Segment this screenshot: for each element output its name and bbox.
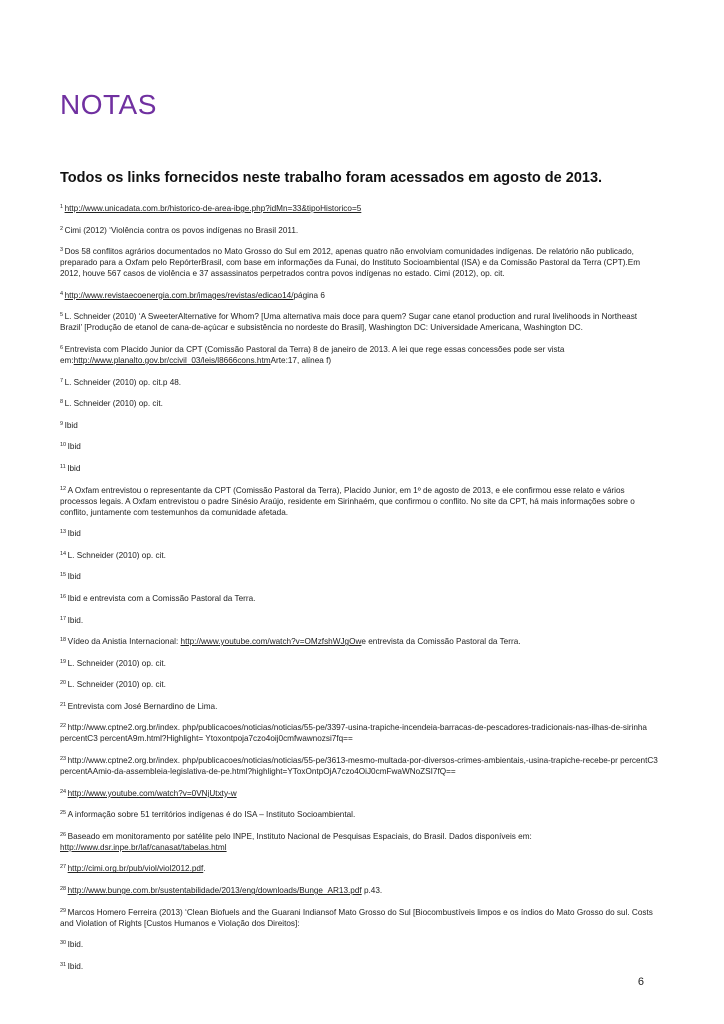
footnote-link[interactable]: http://www.unicadata.com.br/historico-de-area-ibge.php?idMn=33&tipoHistorico=5 [64, 204, 362, 213]
footnote-text: Ibid e entrevista com a Comissão Pastoral da Terra. [67, 593, 256, 603]
footnote-7 [60, 376, 660, 388]
footnote-number: 12 [60, 485, 67, 492]
footnote-number: 13 [60, 529, 67, 536]
footnote-1 [60, 202, 660, 214]
footnote-10 [60, 440, 660, 452]
footnote-23 [60, 754, 660, 777]
footnote-text: Ibid [67, 529, 81, 539]
footnote-text: Arte:17, alínea f) [270, 355, 332, 365]
footnote-text: Entrevista com José Bernardino de Lima. [67, 701, 218, 711]
footnote-number: 14 [60, 550, 67, 557]
footnote-26 [60, 830, 660, 853]
footnote-text: Baseado em monitoramento por satélite pelo INPE, Instituto Nacional de Pesquisas Espaciais, do Brasil. Dados disponíveis em: [67, 831, 532, 841]
footnote-20 [60, 678, 660, 690]
footnote-number: 18 [60, 637, 67, 644]
footnote-number: 31 [60, 961, 67, 968]
footnote-text: Marcos Homero Ferreira (2013) ‘Clean Biofuels and the Guarani Indiansof Mato Grosso do Sul [Biocombustíveis limpos e os índios do Mato Grosso do sul. Costs and Violation of Rights [Custos Humanos e Violação dos Direitos]: [60, 907, 653, 928]
page-number: 6 [637, 976, 644, 988]
footnote-text: L. Schneider (2010) op. cit.p 48. [64, 377, 182, 387]
footnote-11 [60, 462, 660, 474]
footnote-28 [60, 884, 660, 896]
footnote-22 [60, 721, 660, 744]
footnote-30 [60, 938, 660, 950]
footnote-text: Ibid. [67, 615, 84, 625]
footnote-24 [60, 787, 660, 799]
footnote-text: Entrevista com Placido Junior da CPT (Comissão Pastoral da Terra) 8 de janeiro de 2013. A lei que rege essas concessões pode ser vista em: [60, 344, 565, 365]
footnote-text: Ibid [67, 463, 81, 473]
footnote-number: 25 [60, 810, 67, 817]
footnote-number: 2 [60, 225, 64, 232]
footnote-number: 5 [60, 312, 64, 319]
footnote-link[interactable]: http://www.planalto.gov.br/ccivil_03/leis/l8666cons.htm [73, 355, 271, 365]
footnote-text: L. Schneider (2010) op. cit. [64, 399, 163, 409]
footnote-14 [60, 549, 660, 561]
footnote-number: 27 [60, 864, 67, 871]
footnote-text: L. Schneider (2010) op. cit. [67, 658, 166, 668]
footnote-13 [60, 527, 660, 539]
footnote-5 [60, 310, 660, 333]
footnote-link[interactable]: http://www.youtube.com/watch?v=0VNjUtxty-w [67, 788, 237, 798]
footnote-17 [60, 614, 660, 626]
footnote-text: Cimi (2012) ‘Violência contra os povos indígenas no Brasil 2011. [64, 225, 299, 235]
footnote-27 [60, 862, 660, 874]
footnote-text: Ibid [64, 420, 78, 430]
footnote-text: L. Schneider (2010) ‘A SweeterAlternative for Whom? [Uma alternativa mais doce para quem? Sugar cane etanol production and rural livelihoods in Northeast Brazil’ [Produção de etanol de cana-de-açúcar e subsistência no nordeste do Brasil], Washington DC: Universidade Americana, Washington DC. [60, 312, 638, 333]
footnote-31 [60, 960, 660, 972]
footnote-link[interactable]: http://www.revistaecoenergia.com.br/images/revistas/edicao14/ [64, 290, 294, 300]
footnote-number: 28 [60, 886, 67, 893]
footnote-link[interactable]: http://cimi.org.br/pub/viol/viol2012.pdf [67, 864, 204, 874]
footnote-4 [60, 289, 660, 301]
footnote-text: e entrevista da Comissão Pastoral da Terra. [361, 637, 521, 647]
footnote-link[interactable]: http://www.bunge.com.br/sustentabilidade/2013/eng/downloads/Bunge_AR13.pdf [67, 886, 362, 896]
footnote-number: 24 [60, 788, 67, 795]
footnote-text: página 6 [293, 290, 325, 300]
footnote-18 [60, 635, 660, 647]
footnote-text: p.43. [361, 886, 383, 896]
footnote-text: Vídeo da Anistia Internacional: [67, 637, 181, 647]
footnote-25 [60, 808, 660, 820]
footnote-6 [60, 343, 660, 366]
footnote-text: L. Schneider (2010) op. cit. [67, 550, 166, 560]
footnote-12 [60, 484, 660, 518]
footnote-21 [60, 700, 660, 712]
footnote-list [60, 202, 660, 981]
footnote-3 [60, 245, 660, 279]
footnote-text: Ibid. [67, 961, 84, 971]
footnote-2 [60, 224, 660, 236]
footnote-15 [60, 570, 660, 582]
footnote-number: 22 [60, 723, 67, 730]
footnote-number: 10 [60, 442, 67, 449]
footnote-link[interactable]: http://www.youtube.com/watch?v=OMzfshWJgOw [180, 637, 362, 647]
footnote-number: 6 [60, 344, 64, 351]
footnote-number: 30 [60, 940, 67, 947]
footnote-number: 29 [60, 907, 67, 914]
footnote-29 [60, 906, 660, 929]
footnote-text: Ibid [67, 572, 81, 582]
page-subtitle: Todos os links fornecidos neste trabalho foram acessados em agosto de 2013. [60, 170, 603, 186]
footnote-number: 20 [60, 680, 67, 687]
footnote-link[interactable]: http://www.dsr.inpe.br/laf/canasat/tabelas.html [60, 842, 227, 852]
footnote-number: 23 [60, 756, 67, 763]
footnote-text: A Oxfam entrevistou o representante da CPT (Comissão Pastoral da Terra), Placido Junior, em 1º de agosto de 2013, e ele confirmou esse relato e vários processos legais. A Oxfam entrevistou o padre Sinésio Araújo, residente em Sirinhaém, que confirmou o conflito. No site da CPT, há mais informações sobre o conflito, juntamente com testemunhos da comunidade afetada. [60, 485, 635, 517]
footnote-number: 19 [60, 658, 67, 665]
footnote-text: http://www.cptne2.org.br/index. php/publicacoes/noticias/noticias/55-pe/3397-usina-trapiche-incendeia-barracas-de-pescadores-tradicionais-nas-ilhas-de-sirinha percentC3 percentA9m.html?Highlight= Ytoxontpoja7czo4oij0cmfwawnozsi7fq== [60, 723, 647, 744]
footnote-number: 11 [60, 463, 66, 470]
footnote-text: A informação sobre 51 territórios indígenas é do ISA – Instituto Socioambiental. [67, 810, 356, 820]
footnote-text: Ibid [67, 442, 81, 452]
footnote-text: http://www.cptne2.org.br/index. php/publicacoes/noticias/noticias/55-pe/3613-mesmo-multada-por-diversos-crimes-ambientais,-usina-trapiche-recebe-pr percentC3 percentAAmio-da-assembleia-legislativa-de-pe.html?highlight=YToxOntpOjA7czo4OiJ0cmFwaWNoZSI7fQ== [60, 756, 658, 777]
footnote-number: 3 [60, 247, 64, 254]
footnote-8 [60, 397, 660, 409]
footnote-9 [60, 419, 660, 431]
footnote-number: 15 [60, 572, 67, 579]
footnote-text: L. Schneider (2010) op. cit. [67, 680, 166, 690]
footnote-number: 16 [60, 593, 67, 600]
footnote-19 [60, 657, 660, 669]
footnote-text: Ibid. [67, 940, 84, 950]
footnote-text: Dos 58 conflitos agrários documentados no Mato Grosso do Sul em 2012, apenas quatro não envolviam comunidades indígenas. De relatório não publicado, preparado para a Oxfam pelo RepórterBrasil, com base em informações da Funai, do Instituto Socioambiental (ISA) e da Comissão Pastoral da Terra (CPT).Em 2012, houve 567 casos de violência e 37 assassinatos perpetrados contra povos indígenas no estado. Cimi (2012), op. cit. [60, 247, 641, 279]
footnote-number: 7 [60, 377, 64, 384]
footnote-number: 1 [60, 204, 64, 210]
footnote-number: 17 [60, 615, 67, 622]
page-title: NOTAS [60, 89, 157, 120]
footnote-number: 9 [60, 420, 64, 427]
footnote-number: 4 [60, 290, 64, 297]
footnote-number: 21 [60, 701, 67, 708]
footnote-number: 8 [60, 399, 64, 406]
footnote-number: 26 [60, 831, 67, 838]
footnote-text: . [203, 864, 206, 874]
footnote-16 [60, 592, 660, 604]
